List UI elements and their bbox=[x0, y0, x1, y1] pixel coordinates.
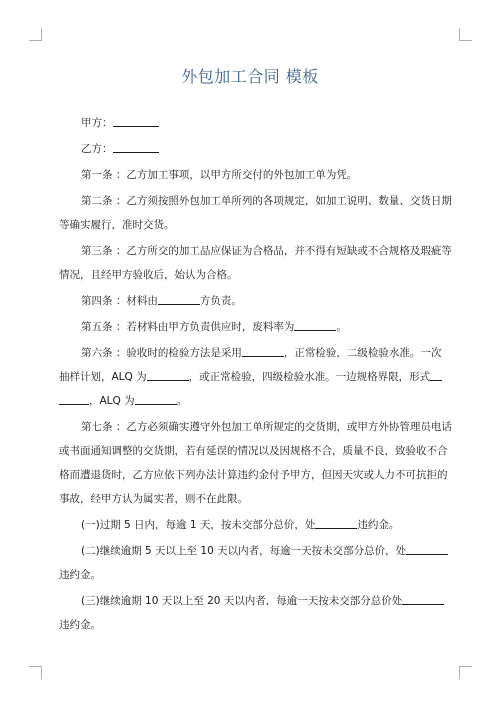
clause-7-line-1: 第七条 ：乙方必须确实遵守外包加工单所规定的交货期，或甲方外协管理员电话 bbox=[81, 421, 452, 433]
contract-body bbox=[59, 111, 452, 637]
clause-3-line-1: 第三条 ：乙方所交的加工品应保证为合格品，并不得有短缺或不合规格及瑕疵等 bbox=[81, 245, 452, 257]
clause-7-line-2: 或书面通知调整的交货期，若有延误的情况以及因规格不合，质量不良，致验收不合 bbox=[59, 445, 448, 457]
blank-field bbox=[158, 294, 200, 305]
blank-field bbox=[406, 544, 448, 555]
clause-4: 第四条 ：材料由 方负责。 bbox=[81, 295, 242, 307]
crop-mark-top-right bbox=[459, 28, 472, 41]
clause-6-line-2: 抽样计划，ALQ 为 ，或正常检验，四级检验水准。一边规格界限，形式 bbox=[59, 365, 443, 389]
party-a-line: 甲方： bbox=[59, 111, 443, 135]
penalty-item-2-line-1: (二)继续逾期 5 天以上至 10 天以内者，每逾一天按未交部分总价，处 bbox=[59, 539, 443, 563]
crop-mark-bottom-right bbox=[459, 666, 472, 679]
clause-2-line-2: 等确实履行，准时交货。 bbox=[59, 219, 175, 231]
penalty-item-3-line-1: (三)继续逾期 10 天以上至 20 天以内者，每逾一天按未交部分总价处 bbox=[59, 589, 443, 613]
clause-5: 第五条 ：若材料由甲方负责供应时，废料率为 。 bbox=[81, 321, 347, 333]
blank-field bbox=[113, 116, 159, 127]
blank-field bbox=[242, 346, 284, 357]
clause-2-line-1: 第二条 ：乙方须按照外包加工单所列的各项规定，如加工说明、数量、交货日期 bbox=[81, 195, 452, 207]
clause-7-line-4: 事故，经甲方认为属实者，则不在此限。 bbox=[59, 493, 248, 505]
penalty-item-1: (一)过期 5 日内，每逾 1 天，按未交部分总价，处 违约金。 bbox=[81, 519, 400, 531]
blank-field bbox=[402, 594, 444, 605]
penalty-item-2-line-2: 违约金。 bbox=[59, 569, 101, 581]
crop-mark-top-left bbox=[29, 28, 42, 41]
blank-field bbox=[430, 370, 442, 381]
penalty-item-3-line-2: 违约金。 bbox=[59, 619, 101, 631]
blank-field bbox=[59, 394, 89, 405]
party-b-line: 乙方： bbox=[59, 137, 443, 161]
document-title: 外包加工合同 模板 bbox=[181, 67, 319, 86]
crop-mark-bottom-left bbox=[29, 666, 42, 679]
blank-field bbox=[135, 394, 177, 405]
blank-field bbox=[294, 320, 336, 331]
clause-3-line-2: 情况，且经甲方验收后，始认为合格。 bbox=[59, 269, 238, 281]
clause-7-line-3: 格而遭退货时，乙方应依下列办法计算违约金付予甲方，但因天灾或人力不可抗拒的 bbox=[59, 469, 448, 481]
clause-6-line-3: ，ALQ 为 。 bbox=[59, 389, 443, 413]
blank-field bbox=[113, 142, 159, 153]
clause-1: 第一条 ：乙方加工事项，以甲方所交付的外包加工单为凭。 bbox=[81, 169, 358, 181]
blank-field bbox=[315, 518, 357, 529]
blank-field bbox=[147, 370, 189, 381]
clause-6-line-1: 第六条 ：验收时的检验方法是采用 ，正常检验，二级检验水准。一次 bbox=[81, 347, 442, 359]
